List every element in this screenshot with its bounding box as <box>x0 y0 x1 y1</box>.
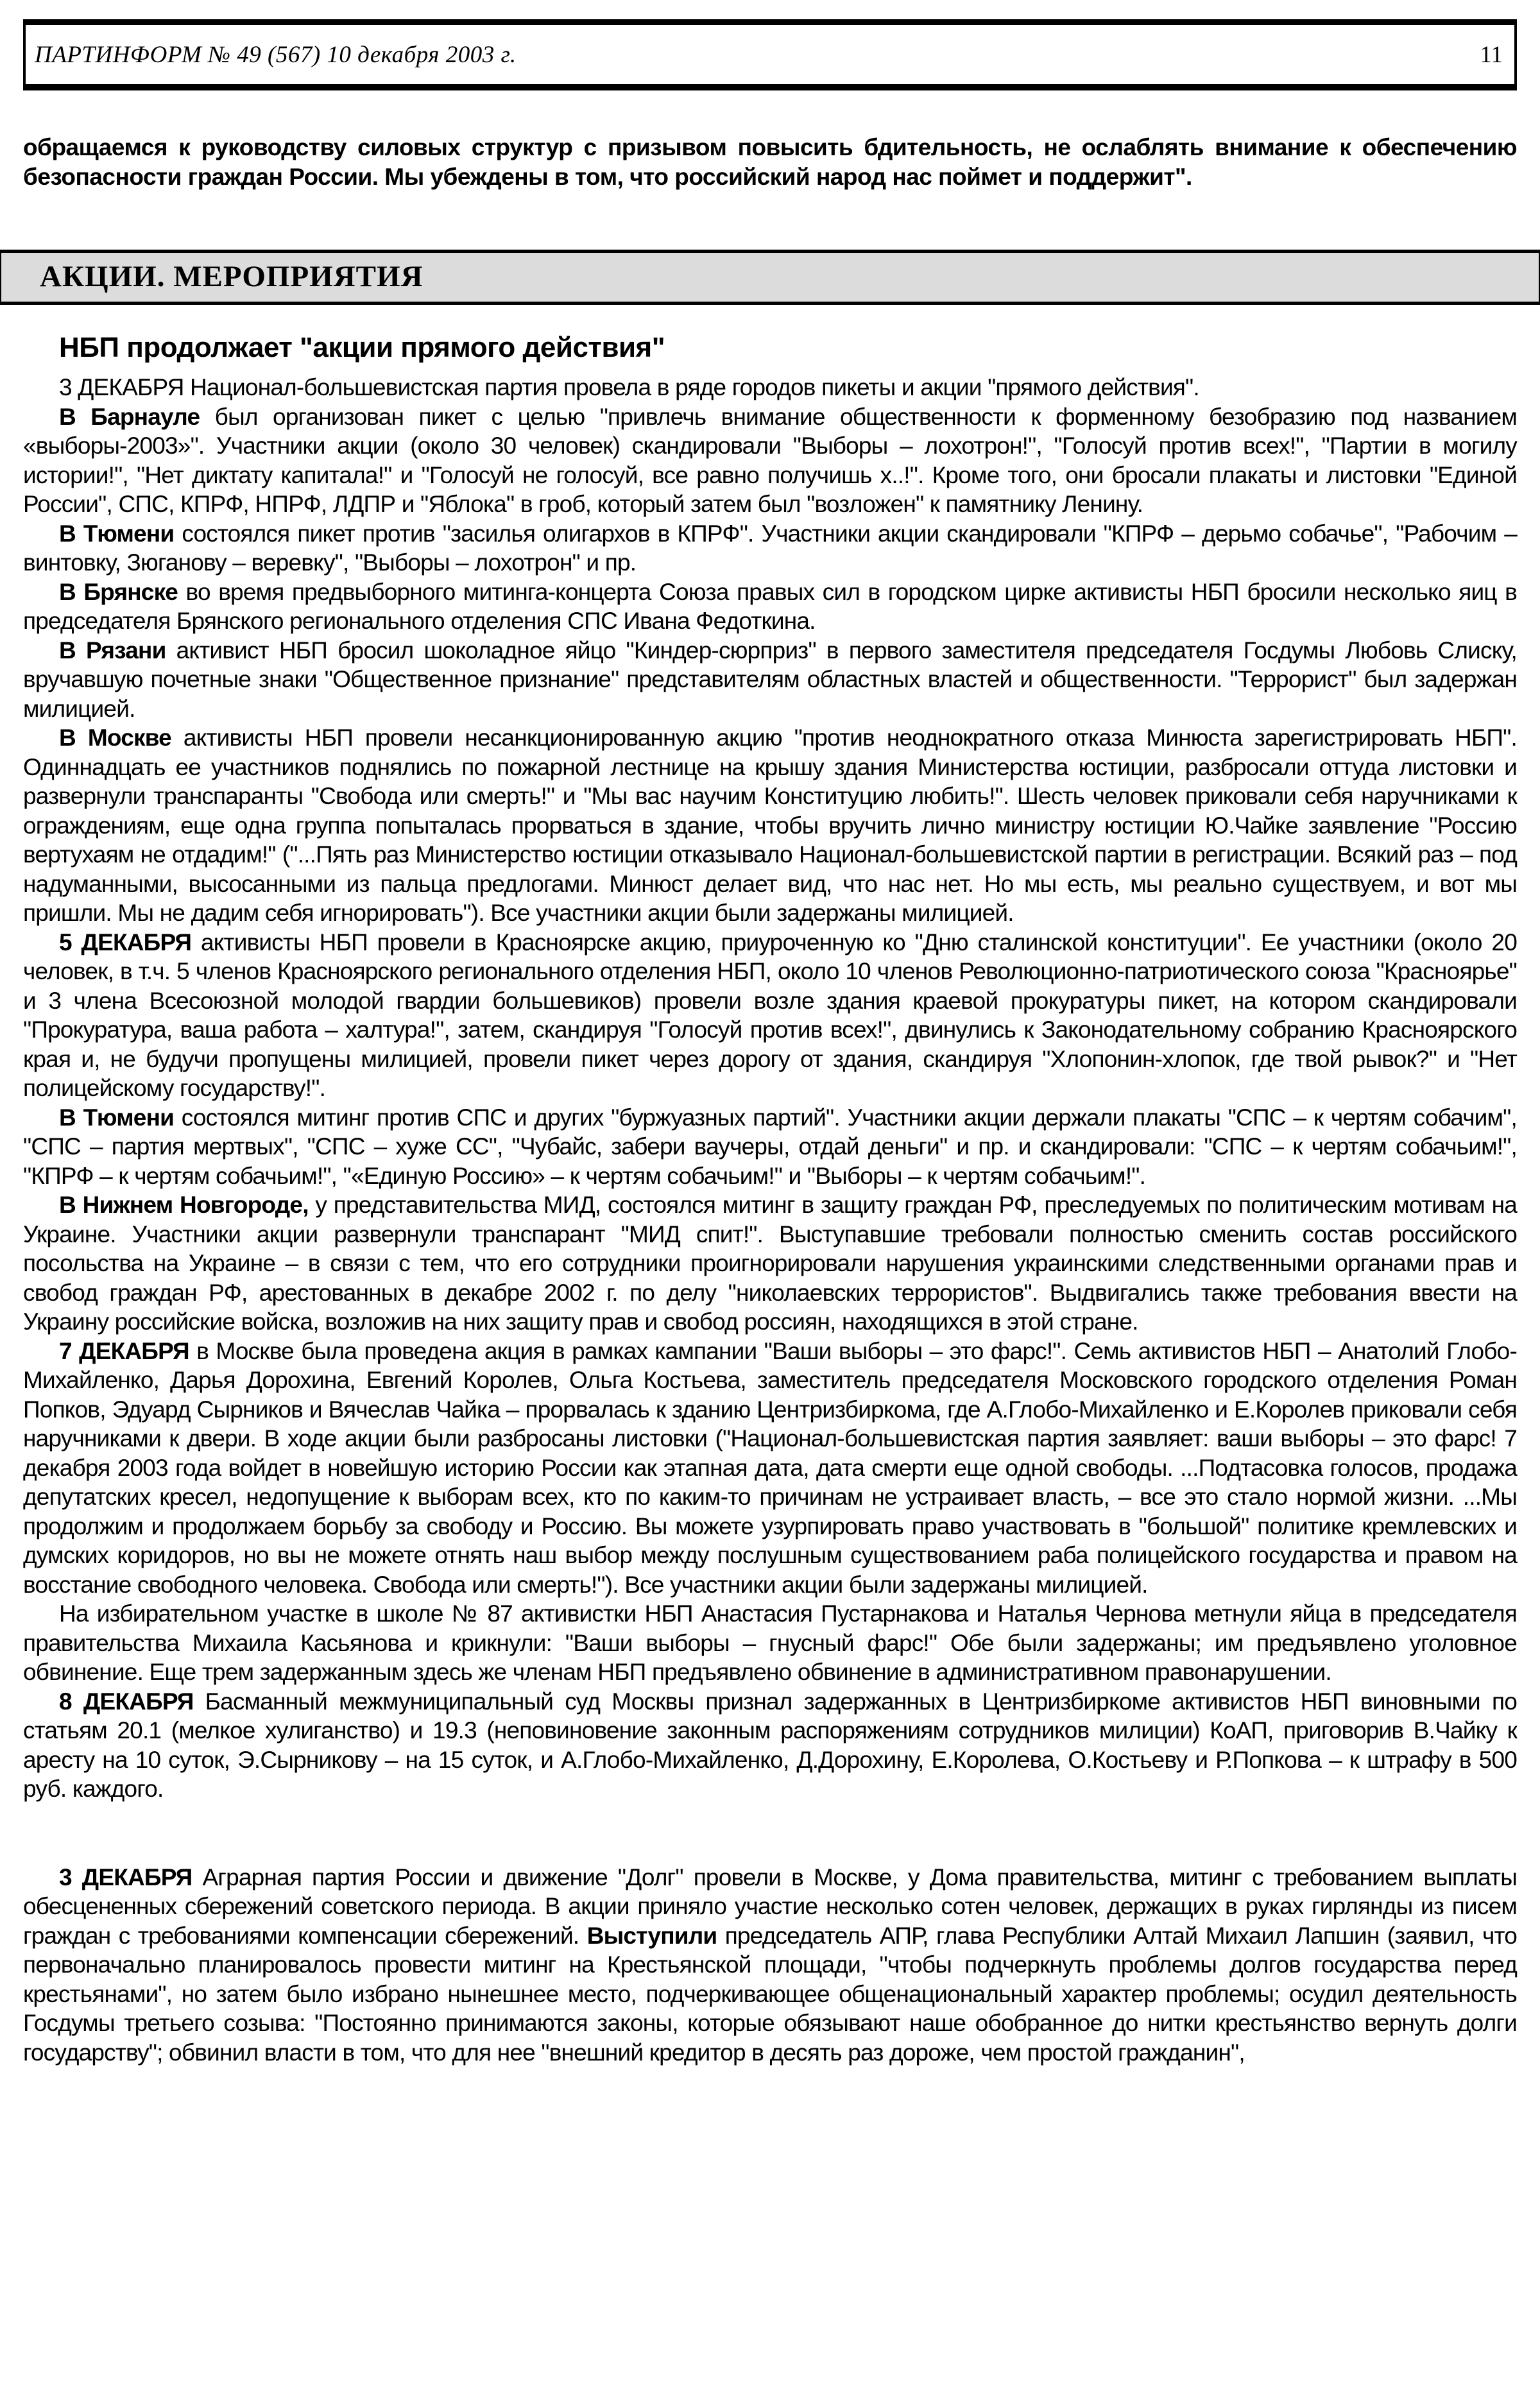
paragraph-text: председатель АПР, глава Республики Алтай Михаил Лапшин (заявил, что первоначально планировалось провести митинг на Крестьянской площади, "чтобы подчеркнуть проблемы долгов государства перед крестьянами", но затем было избрано нынешнее место, подчеркивающее общенациональный характер проблемы; осудил деятельность Госдумы третьего созыва: "Постоянно принимаются законы, которые обязывают наше обобранное до нитки крестьянство вернуть долги государству"; обвинил власти в том, что для нее "внешний кредитор в десять раз дороже, чем простой гражданин", <box>23 1922 1517 2066</box>
article-paragraph <box>23 402 1517 519</box>
article-paragraph <box>23 1687 1517 1804</box>
masthead <box>23 19 1517 90</box>
page-number: 11 <box>1480 41 1503 68</box>
masthead-title: ПАРТИНФОРМ № 49 (567) 10 декабря 2003 г. <box>35 41 517 68</box>
paragraph-text: Басманный межмуниципальный суд Москвы признал задержанных в Центризбиркоме активистов НБП виновными по статьям 20.1 (мелкое хулиганство) и 19.3 (неповиновение законным распоряжениям сотрудников милиции) КоАП, приговорив В.Чайку к аресту на 10 суток, Э.Сырникову – на 15 суток, и А.Глобо-Михайленко, Д.Дорохину, Е.Королева, О.Костьеву и Р.Попкова – к штрафу в 500 руб. каждого. <box>23 1688 1517 1802</box>
paragraph-lead: В Рязани <box>59 637 166 664</box>
paragraph-text: активисты НБП провели в Красноярске акцию, приуроченную ко "Дню сталинской конституции". Ее участники (около 20 человек, в т.ч. 5 членов Красноярского регионального отделения НБП, около 10 членов Революционно-патриотического союза "Красноярье" и 3 члена Всесоюзной молодой гвардии большевиков) провели возле здания краевой прокуратуры пикет, на котором скандировали "Прокуратура, ваша работа – халтура!", затем, скандируя "Голосуй против всех!", двинулись к Законодательному собранию Красноярского края и, не будучи пропущены милицией, провели пикет через дорогу от здания, скандируя "Хлопонин-хлопок, где твой рывок?" и "Нет полицейскому государству!". <box>23 929 1517 1101</box>
paragraph-text: состоялся митинг против СПС и других "буржуазных партий". Участники акции держали плакаты "СПС – к чертям собачим", "СПС – партия мертвых", "СПС – хуже СС", "Чубайс, забери ваучеры, отдай деньги" и пр. и скандировали: "СПС – к чертям собачьим!", "КПРФ – к чертям собачьим!", "«Единую Россию» – к чертям собачьим!" и "Выборы – к чертям собачьим!". <box>23 1104 1517 1189</box>
article-paragraph <box>23 723 1517 928</box>
paragraph-text: у представительства МИД, состоялся митинг в защиту граждан РФ, преследуемых по политическим мотивам на Украине. Участники акции развернули транспарант "МИД спит!". Выступавшие требовали полностью сменить состав российского посольства на Украине – в связи с тем, что его сотрудники проигнорировали нарушения украинскими следственными органами прав и свобод граждан РФ, арестованных в декабре 2002 г. по делу "николаевских террористов". Выдвигались также требования ввести на Украину российские войска, возложив на них защиту прав и свобод россиян, находящихся в этой стране. <box>23 1192 1517 1335</box>
article-paragraph <box>23 1863 1517 2068</box>
paragraph-text: был организован пикет с целью "привлечь внимание общественности к форменному безобразию под названием «выборы-2003»". Участники акции (около 30 человек) скандировали "Выборы – лохотрон!", "Голосуй против всех!", "Партии в могилу истории!", "Нет диктату капитала!" и "Голосуй не голосуй, все равно получишь х..!". Кроме того, они бросали плакаты и листовки "Единой России", СПС, КПРФ, НПРФ, ЛДПР и "Яблока" в гроб, который затем был "возложен" к памятнику Ленину. <box>23 403 1517 517</box>
article-paragraph <box>23 1337 1517 1600</box>
paragraph-text: активист НБП бросил шоколадное яйцо "Киндер-сюрприз" в первого заместителя председателя Госдумы Любовь Слиску, вручавшую почетные знаки "Общественное признание" представителям областных властей и общественности. "Террорист" был задержан милицией. <box>23 637 1517 722</box>
section-banner <box>0 250 1540 305</box>
article-paragraph <box>23 578 1517 636</box>
paragraph-lead: В Тюмени <box>59 1104 175 1131</box>
section-title: АКЦИИ. МЕРОПРИЯТИЯ <box>40 260 424 293</box>
article-paragraph <box>23 373 1517 402</box>
article-paragraph <box>23 928 1517 1103</box>
article-paragraph <box>23 636 1517 724</box>
paragraph-text: На избирательном участке в школе № 87 активистки НБП Анастасия Пустарнакова и Наталья Чернова метнули яйца в председателя правительства Михаила Касьянова и крикнули: "Ваши выборы – гнусный фарс!" Обе были задержаны; им предъявлено уголовное обвинение. Еще трем задержанным здесь же членам НБП предъявлено обвинение в административном правонарушении. <box>23 1600 1517 1685</box>
paragraph-lead: В Москве <box>59 724 171 751</box>
paragraph-lead: 3 ДЕКАБРЯ <box>59 1864 193 1890</box>
article-paragraph <box>23 519 1517 578</box>
paragraph-lead: В Барнауле <box>59 403 200 430</box>
article-paragraph <box>23 1103 1517 1191</box>
paragraph-lead: В Брянске <box>59 578 178 605</box>
paragraph-text: во время предвыборного митинга-концерта Союза правых сил в городском цирке активисты НБП бросили несколько яиц в председателя Брянского регионального отделения СПС Ивана Федоткина. <box>23 578 1518 634</box>
paragraph-text: Аграрная партия России и движение "Долг" провели в Москве, у Дома правительства, митинг с требованием выплаты обесцененных сбережений советского периода. В акции приняло участие несколько сотен человек, держащих в руках гирлянды из писем граждан с требованиями компенсации сбережений. <box>23 1864 1517 1949</box>
article <box>23 332 1517 2067</box>
paragraph-lead: 7 ДЕКАБРЯ <box>59 1337 189 1364</box>
paragraph-lead: 5 ДЕКАБРЯ <box>59 929 192 955</box>
article-paragraph <box>23 1599 1517 1687</box>
paragraph-lead: 8 ДЕКАБРЯ <box>59 1688 194 1715</box>
intro-paragraph: обращаемся к руководству силовых структур с призывом повысить бдительность, не ослаблять внимание к обеспечению безопасности граждан России. Мы убеждены в том, что российский народ нас поймет и поддержит". <box>23 134 1517 190</box>
article-paragraph <box>23 1190 1517 1337</box>
paragraph-text: состоялся пикет против "засилья олигархов в КПРФ". Участники акции скандировали "КПРФ – дерьмо собачье", "Рабочим – винтовку, Зюганову – веревку", "Выборы – лохотрон" и пр. <box>23 520 1517 576</box>
paragraph-text: в Москве была проведена акция в рамках кампании "Ваши выборы – это фарс!". Семь активистов НБП – Анатолий Глобо-Михайленко, Дарья Дорохина, Евгений Королев, Ольга Костьева, заместитель председателя Московского городского отделения Роман Попков, Эдуард Сырников и Вячеслав Чайка – прорвалась к зданию Центризбиркома, где А.Глобо-Михайленко и Е.Королев приковали себя наручниками к двери. В ходе акции были разбросаны листовки ("Национал-большевистская партия заявляет: ваши выборы – это фарс! 7 декабря 2003 года войдет в новейшую историю России как этапная дата, дата смерти еще одной свободы. ...Подтасовка голосов, продажа депутатских кресел, недопущение к выборам всех, кто по каким-то причинам не устраивает власть, – все это стало нормой жизни. ...Мы продолжим и продолжаем борьбу за свободу и Россию. Вы можете узурпировать право участвовать в "большой" политике кремлевских и думских коридоров, но вы не можете отнять наш выбор между послушным существованием раба полицейского государства и правом на восстание свободного человека. Свобода или смерть!"). Все участники акции были задержаны милицией. <box>23 1337 1517 1598</box>
paragraph-text: активисты НБП провели несанкционированную акцию "против неоднократного отказа Минюста зарегистрировать НБП". Одиннадцать ее участников поднялись по пожарной лестнице на крышу здания Министерства юстиции, разбросали оттуда листовки и развернули транспаранты "Свобода или смерть!" и "Мы вас научим Конституцию любить!". Шесть человек приковали себя наручниками к ограждениям, еще одна группа попыталась прорваться в здание, чтобы вручить лично министру юстиции Ю.Чайке заявление "Россию вертухаям не отдадим!" ("...Пять раз Министерство юстиции отказывало Национал-большевистской партии в регистрации. Всякий раз – под надуманными, высосанными из пальца предлогами. Минюст делает вид, что нас нет. Но мы есть, мы реально существуем, и вот мы пришли. Мы не дадим себя игнорировать"). Все участники акции были задержаны милицией. <box>23 724 1517 926</box>
paragraph-lead: В Нижнем Новгороде, <box>59 1192 309 1218</box>
paragraph-text: 3 ДЕКАБРЯ Национал-большевистская партия провела в ряде городов пикеты и акции "прямого действия". <box>59 374 1199 400</box>
paragraph-lead: Выступили <box>586 1922 717 1949</box>
paragraph-lead: В Тюмени <box>59 520 175 547</box>
article-heading: НБП продолжает "акции прямого действия" <box>59 332 665 363</box>
